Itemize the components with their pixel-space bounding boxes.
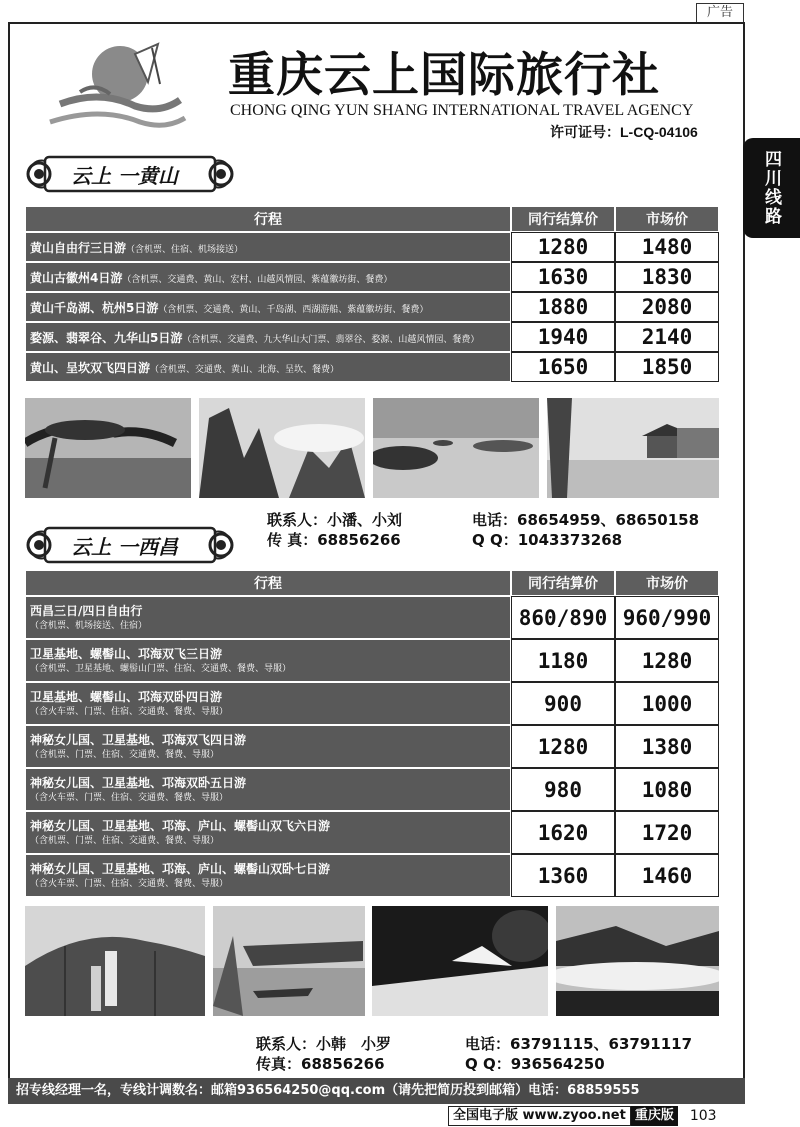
route-cell — [25, 682, 511, 725]
contact-phone-1 — [472, 509, 699, 530]
footer-city: 重庆版 — [631, 1106, 678, 1126]
route-note: （含机票、交通费、黄山、北海、呈坎、餐费） — [150, 364, 340, 375]
agency-name-cn: 重庆云上国际旅行社 — [228, 48, 660, 103]
route-cell — [25, 725, 511, 768]
route-name: 西昌三日/四日自由行 — [30, 603, 143, 618]
fax-value: 68856266 — [317, 531, 401, 549]
route-cell — [25, 768, 511, 811]
page-number: 103 — [689, 1108, 717, 1124]
trade-price: 1880 — [511, 292, 615, 322]
table-row — [25, 768, 719, 811]
banner-xichang — [25, 524, 235, 566]
license-number: 许可证号：L-CQ-04106 — [550, 124, 698, 140]
route-note: （含机票、卫星基地、螺髻山门票、住宿、交通费、餐费、导服） — [30, 663, 292, 674]
side-tab-sichuan-routes: 四川线路 — [743, 138, 800, 238]
table-row — [25, 682, 719, 725]
phone-value: 63791115、63791117 — [510, 1035, 693, 1053]
phone-label: 电话： — [465, 1035, 511, 1053]
table-header-row — [25, 206, 719, 232]
market-price: 1460 — [615, 854, 719, 897]
agency-logo — [40, 34, 190, 144]
route-cell — [25, 854, 511, 897]
trade-price: 860/890 — [511, 596, 615, 639]
table-row — [25, 639, 719, 682]
site-link[interactable]: www.zyoo.net — [522, 1108, 626, 1123]
table-row — [25, 322, 719, 352]
route-name: 黄山古徽州4日游 — [30, 270, 123, 285]
qq-label: Q Q： — [472, 531, 518, 549]
route-note: （含火车票、门票、住宿、交通费、餐费、导服） — [30, 792, 229, 803]
header-trade-price: 同行结算价 — [511, 570, 615, 596]
photo-pine-tree — [25, 398, 191, 498]
route-note: （含机票、机场接送、住宿） — [30, 620, 148, 631]
route-name: 神秘女儿国、卫星基地、邛海、庐山、螺髻山双卧七日游 — [30, 861, 331, 876]
market-price: 1830 — [615, 262, 719, 292]
contact-qq-1 — [472, 529, 622, 550]
route-cell — [25, 292, 511, 322]
contact-qq-2 — [465, 1053, 605, 1074]
phone-label: 电话： — [472, 511, 518, 529]
ad-tag: 广告 — [696, 3, 744, 23]
table-row — [25, 854, 719, 897]
table-row — [25, 232, 719, 262]
route-note: （含火车票、门票、住宿、交通费、餐费、导服） — [30, 706, 229, 717]
banner-label: 云上 一黄山 — [71, 164, 178, 188]
route-cell — [25, 639, 511, 682]
qq-label: Q Q： — [465, 1055, 511, 1073]
agency-name-en: CHONG QING YUN SHANG INTERNATIONAL TRAVEL AGENCY — [230, 102, 694, 119]
route-cell — [25, 322, 511, 352]
market-price: 1280 — [615, 639, 719, 682]
market-price: 2140 — [615, 322, 719, 352]
route-note: （含机票、门票、住宿、交通费、餐费、导服） — [30, 835, 220, 846]
photo-lakeside-pavilion — [547, 398, 719, 498]
photo-satellite-base — [25, 906, 205, 1016]
route-name: 婺源、翡翠谷、九华山5日游 — [30, 330, 183, 345]
photo-sea-of-clouds — [556, 906, 719, 1016]
route-note: （含机票、交通费、黄山、千岛湖、西湖游船、紫蕴徽坊街、餐费） — [158, 304, 429, 315]
market-price: 960/990 — [615, 596, 719, 639]
photo-thousand-island-lake — [373, 398, 539, 498]
header-route: 行程 — [25, 206, 511, 232]
market-price: 1850 — [615, 352, 719, 382]
trade-price: 900 — [511, 682, 615, 725]
market-price: 2080 — [615, 292, 719, 322]
trade-price: 1180 — [511, 639, 615, 682]
market-price: 1000 — [615, 682, 719, 725]
route-note: （含机票、交通费、黄山、宏村、山越风情园、紫蕴徽坊街、餐费） — [122, 274, 393, 285]
contact-label: 联系人： — [267, 511, 328, 529]
table-row — [25, 596, 719, 639]
header-route: 行程 — [25, 570, 511, 596]
contact-fax-1 — [267, 529, 401, 550]
contact-label: 联系人： — [256, 1035, 317, 1053]
table-row — [25, 352, 719, 382]
route-name: 卫星基地、螺髻山、邛海双卧四日游 — [30, 689, 223, 704]
footer-edition — [448, 1106, 631, 1126]
fax-label: 传 真： — [267, 531, 318, 549]
contact-person-1 — [267, 509, 402, 530]
recruitment-notice: 招专线经理一名，专线计调数名：邮箱936564250@qq.com（请先把简历投到邮箱）电话：68859555 — [8, 1078, 745, 1104]
route-note: （含机票、住宿、机场接送） — [126, 244, 244, 255]
fax-label: 传真： — [256, 1055, 302, 1073]
table-row — [25, 292, 719, 322]
table-row — [25, 811, 719, 854]
photo-snow-mountain — [372, 906, 548, 1016]
contact-value: 小潘、小刘 — [327, 511, 403, 529]
trade-price: 1620 — [511, 811, 615, 854]
huangshan-photos — [25, 398, 719, 498]
route-note: （含火车票、门票、住宿、交通费、餐费、导服） — [30, 878, 229, 889]
route-note: （含机票、门票、住宿、交通费、餐费、导服） — [30, 749, 220, 760]
edition-text: 全国电子版 — [453, 1108, 519, 1123]
route-cell — [25, 596, 511, 639]
xichang-photos — [25, 906, 719, 1016]
trade-price: 980 — [511, 768, 615, 811]
trade-price: 1280 — [511, 725, 615, 768]
photo-mountain-peaks — [199, 398, 365, 498]
route-cell — [25, 811, 511, 854]
phone-value: 68654959、68650158 — [517, 511, 700, 529]
contact-fax-2 — [256, 1053, 385, 1074]
page-footer — [448, 1106, 717, 1126]
trade-price: 1940 — [511, 322, 615, 352]
route-name: 神秘女儿国、卫星基地、邛海双飞四日游 — [30, 732, 247, 747]
route-cell — [25, 352, 511, 382]
route-name: 黄山、呈坎双飞四日游 — [30, 360, 151, 375]
qq-value: 936564250 — [510, 1055, 605, 1073]
table-header-row — [25, 570, 719, 596]
route-note: （含机票、交通费、九大华山大门票、翡翠谷、婺源、山越风情园、餐费） — [182, 334, 480, 345]
table-row — [25, 262, 719, 292]
contact-phone-2 — [465, 1033, 692, 1054]
route-name: 黄山自由行三日游 — [30, 240, 127, 255]
trade-price: 1650 — [511, 352, 615, 382]
contact-value: 小韩 小罗 — [316, 1035, 392, 1053]
route-name: 卫星基地、螺髻山、邛海双飞三日游 — [30, 646, 223, 661]
header-trade-price: 同行结算价 — [511, 206, 615, 232]
route-cell — [25, 232, 511, 262]
header-market-price: 市场价 — [615, 206, 719, 232]
route-cell — [25, 262, 511, 292]
table-row — [25, 725, 719, 768]
trade-price: 1280 — [511, 232, 615, 262]
header-market-price: 市场价 — [615, 570, 719, 596]
banner-label: 云上 一西昌 — [71, 535, 178, 559]
banner-huangshan — [25, 153, 235, 195]
route-name: 黄山千岛湖、杭州5日游 — [30, 300, 159, 315]
xichang-price-table — [25, 570, 719, 897]
market-price: 1080 — [615, 768, 719, 811]
route-name: 神秘女儿国、卫星基地、邛海、庐山、螺髻山双飞六日游 — [30, 818, 331, 833]
route-name: 神秘女儿国、卫星基地、邛海双卧五日游 — [30, 775, 247, 790]
market-price: 1380 — [615, 725, 719, 768]
market-price: 1480 — [615, 232, 719, 262]
contact-person-2 — [256, 1033, 391, 1054]
photo-qionghai-lake — [213, 906, 365, 1016]
trade-price: 1360 — [511, 854, 615, 897]
market-price: 1720 — [615, 811, 719, 854]
huangshan-price-table — [25, 206, 719, 382]
trade-price: 1630 — [511, 262, 615, 292]
fax-value: 68856266 — [301, 1055, 385, 1073]
qq-value: 1043373268 — [517, 531, 623, 549]
